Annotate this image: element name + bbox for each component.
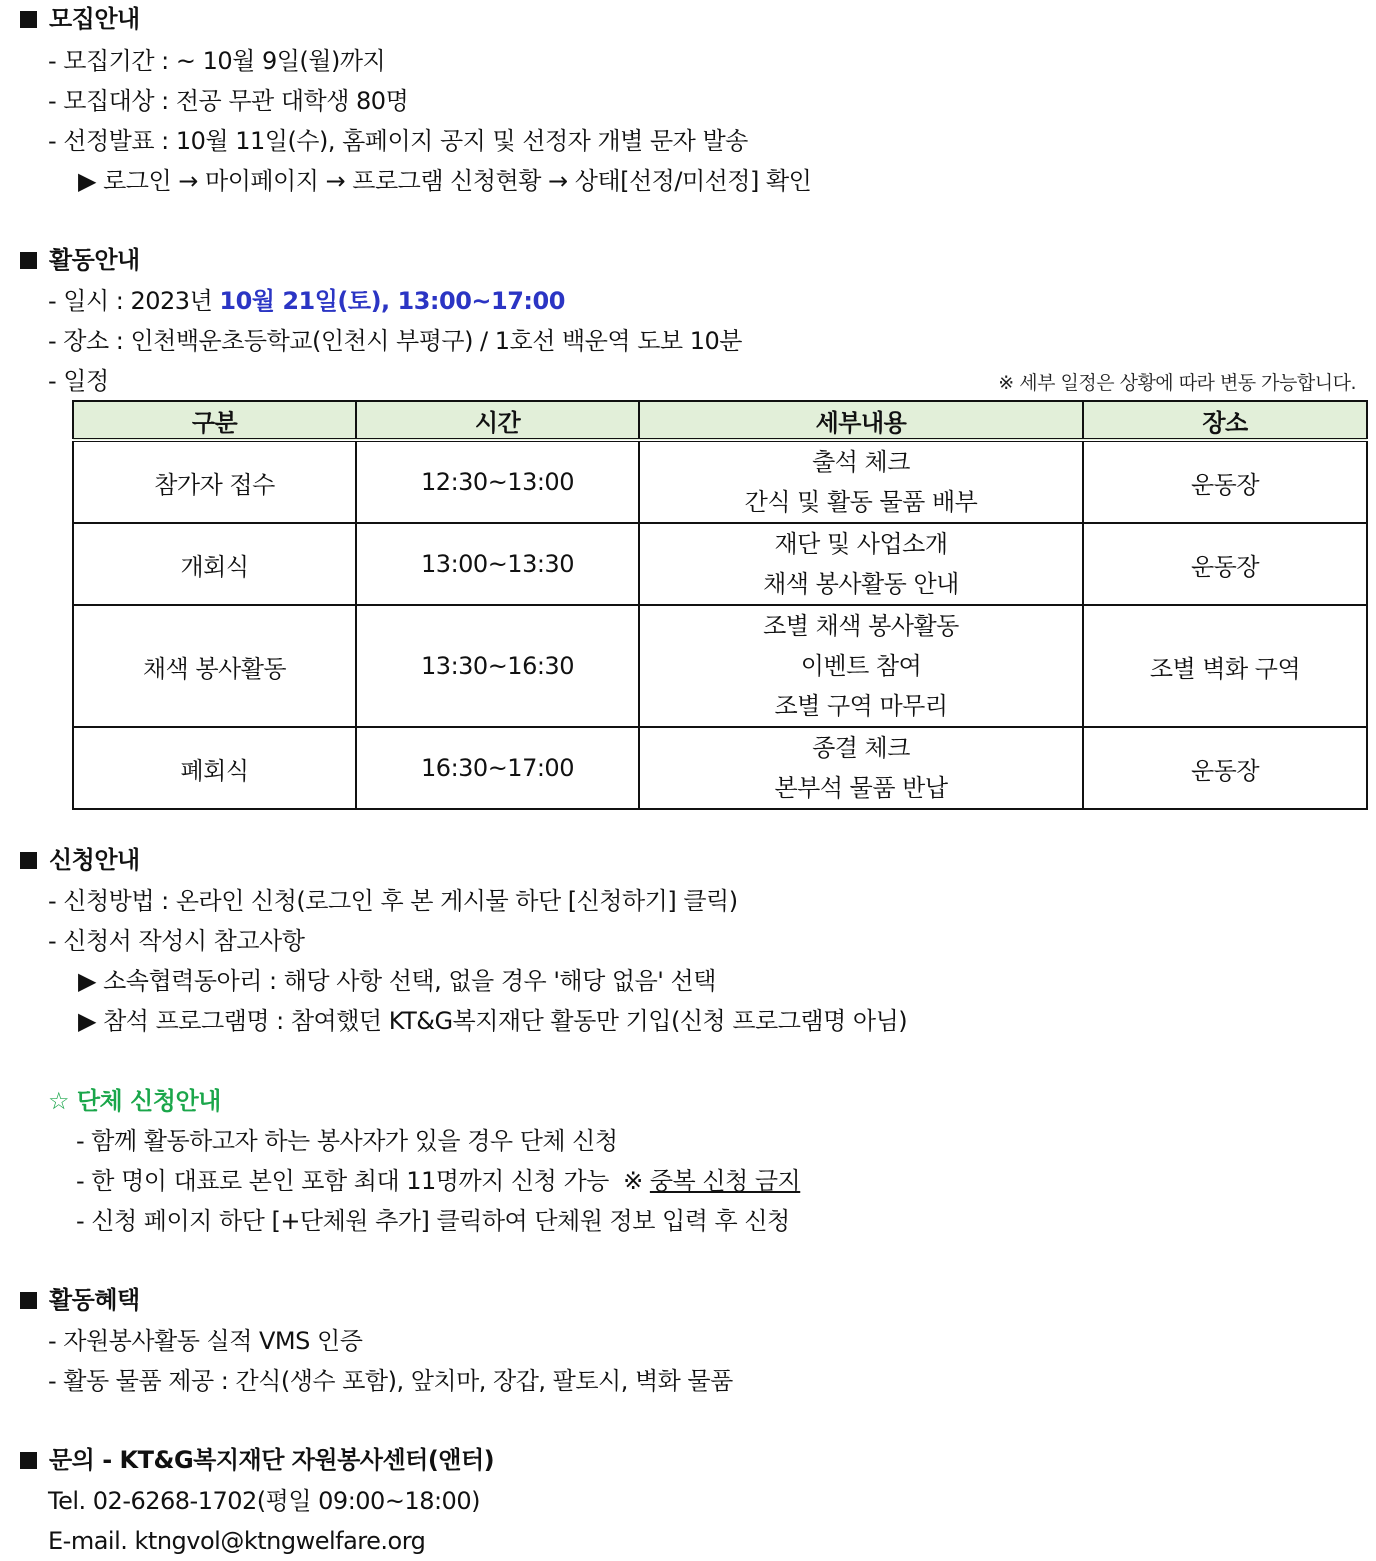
row-details xyxy=(639,727,1083,809)
detail-line: 이벤트 참여 xyxy=(800,652,922,680)
apply-method: - 신청방법 : 온라인 신청(로그인 후 본 게시물 하단 [신청하기] 클릭) xyxy=(48,887,738,915)
schedule-table xyxy=(72,400,1368,810)
detail-line: 종결 체크 xyxy=(812,734,910,762)
row-category: 참가자 접수 xyxy=(73,440,356,523)
row-details xyxy=(639,605,1083,727)
detail-line: 간식 및 활동 물품 배부 xyxy=(744,488,978,516)
group-line1: - 함께 활동하고자 하는 봉사자가 있을 경우 단체 신청 xyxy=(76,1127,618,1155)
reference-mark: ※ xyxy=(623,1167,650,1195)
activity-date-prefix: - 일시 : 2023년 xyxy=(48,287,220,315)
row-details xyxy=(639,523,1083,605)
group-line3: - 신청 페이지 하단 [+단체원 추가] 클릭하여 단체원 정보 입력 후 신청 xyxy=(76,1207,790,1235)
recruit-announce: - 선정발표 : 10월 11일(수), 홈페이지 공지 및 선정자 개별 문자 발송 xyxy=(48,127,748,155)
detail-line: 조별 채색 봉사활동 xyxy=(763,612,959,640)
header-time: 시간 xyxy=(356,401,639,440)
schedule-note: ※ 세부 일정은 상황에 따라 변동 가능합니다. xyxy=(998,372,1356,394)
activity-date xyxy=(48,286,565,316)
benefits-items: - 활동 물품 제공 : 간식(생수 포함), 앞치마, 장갑, 팔토시, 벽화 물품 xyxy=(48,1367,733,1395)
header-place: 장소 xyxy=(1083,401,1367,440)
table-row xyxy=(73,605,1367,727)
table-row xyxy=(73,523,1367,605)
square-bullet-icon xyxy=(20,252,37,269)
group-line2 xyxy=(76,1166,800,1196)
square-bullet-icon xyxy=(20,11,37,28)
header-category: 구분 xyxy=(73,401,356,440)
contact-heading: 문의 - KT&G복지재단 자원봉사센터(앤터) xyxy=(20,1445,494,1475)
row-time: 13:00~13:30 xyxy=(356,523,639,605)
detail-line: 출석 체크 xyxy=(812,448,910,476)
row-category: 채색 봉사활동 xyxy=(73,605,356,727)
schedule-label: - 일정 xyxy=(48,367,109,395)
row-time: 12:30~13:00 xyxy=(356,440,639,523)
detail-line: 재단 및 사업소개 xyxy=(774,530,948,558)
apply-program: ▶ 참석 프로그램명 : 참여했던 KT&G복지재단 활동만 기입(신청 프로그램명 아님) xyxy=(78,1007,908,1035)
table-header-row xyxy=(73,401,1367,440)
contact-tel: Tel. 02-6268-1702(평일 09:00~18:00) xyxy=(48,1487,480,1515)
square-bullet-icon xyxy=(20,1292,37,1309)
row-category: 개회식 xyxy=(73,523,356,605)
activity-place: - 장소 : 인천백운초등학교(인천시 부평구) / 1호선 백운역 도보 10분 xyxy=(48,327,742,355)
recruit-heading: 모집안내 xyxy=(20,4,140,34)
apply-heading: 신청안내 xyxy=(20,845,140,875)
row-details xyxy=(639,440,1083,523)
row-place: 운동장 xyxy=(1083,727,1367,809)
benefits-vms: - 자원봉사활동 실적 VMS 인증 xyxy=(48,1327,363,1355)
apply-club: ▶ 소속협력동아리 : 해당 사항 선택, 없을 경우 '해당 없음' 선택 xyxy=(78,967,716,995)
row-time: 16:30~17:00 xyxy=(356,727,639,809)
contact-email: E-mail. ktngvol@ktngwelfare.org xyxy=(48,1527,426,1555)
detail-line: 본부석 물품 반납 xyxy=(774,774,948,802)
apply-form-notes: - 신청서 작성시 참고사항 xyxy=(48,927,305,955)
square-bullet-icon xyxy=(20,1452,37,1469)
table-row xyxy=(73,727,1367,809)
recruit-check: ▶ 로그인 → 마이페이지 → 프로그램 신청현황 → 상태[선정/미선정] 확인 xyxy=(78,167,812,195)
recruit-target: - 모집대상 : 전공 무관 대학생 80명 xyxy=(48,87,409,115)
recruit-period: - 모집기간 : ~ 10월 9일(월)까지 xyxy=(48,47,386,75)
benefits-heading: 활동혜택 xyxy=(20,1285,140,1315)
group-heading: ☆ 단체 신청안내 xyxy=(48,1087,221,1115)
detail-line: 조별 구역 마무리 xyxy=(774,692,948,720)
duplicate-warning: 중복 신청 금지 xyxy=(649,1167,801,1195)
group-line2-text: - 한 명이 대표로 본인 포함 최대 11명까지 신청 가능 xyxy=(76,1167,609,1195)
activity-date-highlight: 10월 21일(토), 13:00~17:00 xyxy=(219,287,565,315)
detail-line: 채색 봉사활동 안내 xyxy=(763,570,959,598)
row-place: 조별 벽화 구역 xyxy=(1083,605,1367,727)
row-place: 운동장 xyxy=(1083,440,1367,523)
activity-heading: 활동안내 xyxy=(20,245,140,275)
row-place: 운동장 xyxy=(1083,523,1367,605)
row-category: 폐회식 xyxy=(73,727,356,809)
row-time: 13:30~16:30 xyxy=(356,605,639,727)
header-details: 세부내용 xyxy=(639,401,1083,440)
table-row xyxy=(73,440,1367,523)
square-bullet-icon xyxy=(20,852,37,869)
